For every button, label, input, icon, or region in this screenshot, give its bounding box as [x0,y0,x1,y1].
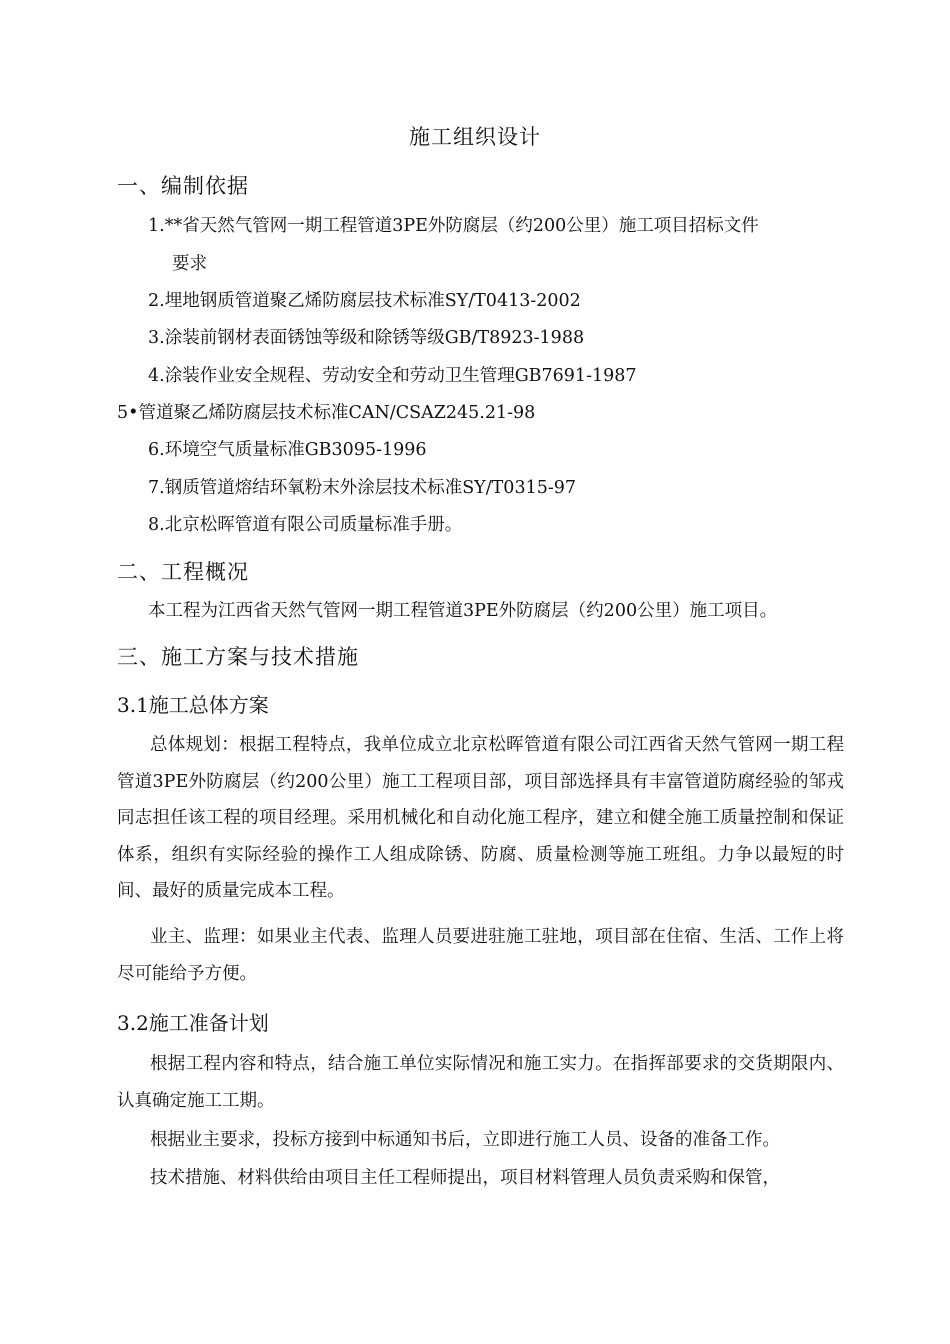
subsection-3-1-heading: 3.1施工总体方案 [117,693,269,717]
section2-heading: 二、工程概况 [117,560,249,584]
basis-item-1: 1.**省天然气管网一期工程管道3PE外防腐层（约200公里）施工项目招标文件 [148,216,759,236]
basis-item-3: 3.涂装前钢材表面锈蚀等级和除锈等级GB/T8923-1988 [148,328,585,348]
project-overview-text: 本工程为江西省天然气管网一期工程管道3PE外防腐层（约200公里）施工项目。 [148,601,778,621]
preparation-paragraph-1: 根据工程内容和特点，结合施工单位实际情况和施工实力。在指挥部要求的交货期限内、认真确定施工工期。 [117,1054,844,1111]
basis-item-7: 7.钢质管道熔结环氧粉末外涂层技术标准SY/T0315-97 [148,478,577,498]
basis-item-5: 5•管道聚乙烯防腐层技术标准CAN/CSAZ245.21-98 [117,403,536,423]
overall-plan-paragraph: 总体规划：根据工程特点，我单位成立北京松晖管道有限公司江西省天然气管网一期工程管道3PE外防腐层（约200公里）施工工程项目部，项目部选择具有丰富管道防腐经验的邹戎同志担任该工程的项目经理。采用机械化和自动化施工程序，建立和健全施工质量控制和保证体系，组织有实际经验的操作工人组成除锈、防腐、质量检测等施工班组。力争以最短的时间、最好的质量完成本工程。 [117,735,844,901]
preparation-paragraph-3: 技术措施、材料供给由项目主任工程师提出，项目材料管理人员负责采购和保管， [150,1168,780,1188]
basis-item-1-continuation: 要求 [172,254,207,274]
section3-heading: 三、施工方案与技术措施 [117,645,359,669]
basis-item-6: 6.环境空气质量标准GB3095-1996 [148,440,427,460]
basis-item-4: 4.涂装作业安全规程、劳动安全和劳动卫生管理GB7691-1987 [148,366,637,386]
basis-item-8: 8.北京松晖管道有限公司质量标准手册。 [148,515,463,535]
preparation-paragraph-2: 根据业主要求，投标方接到中标通知书后，立即进行施工人员、设备的准备工作。 [150,1130,780,1150]
document-title: 施工组织设计 [409,125,541,149]
subsection-3-2-heading: 3.2施工准备计划 [117,1011,269,1035]
section1-heading: 一、编制依据 [117,174,249,198]
owner-supervision-paragraph: 业主、监理：如果业主代表、监理人员要进驻施工驻地，项目部在住宿、生活、工作上将尽可能给予方便。 [117,927,844,984]
basis-item-2: 2.埋地钢质管道聚乙烯防腐层技术标准SY/T0413-2002 [148,291,581,311]
